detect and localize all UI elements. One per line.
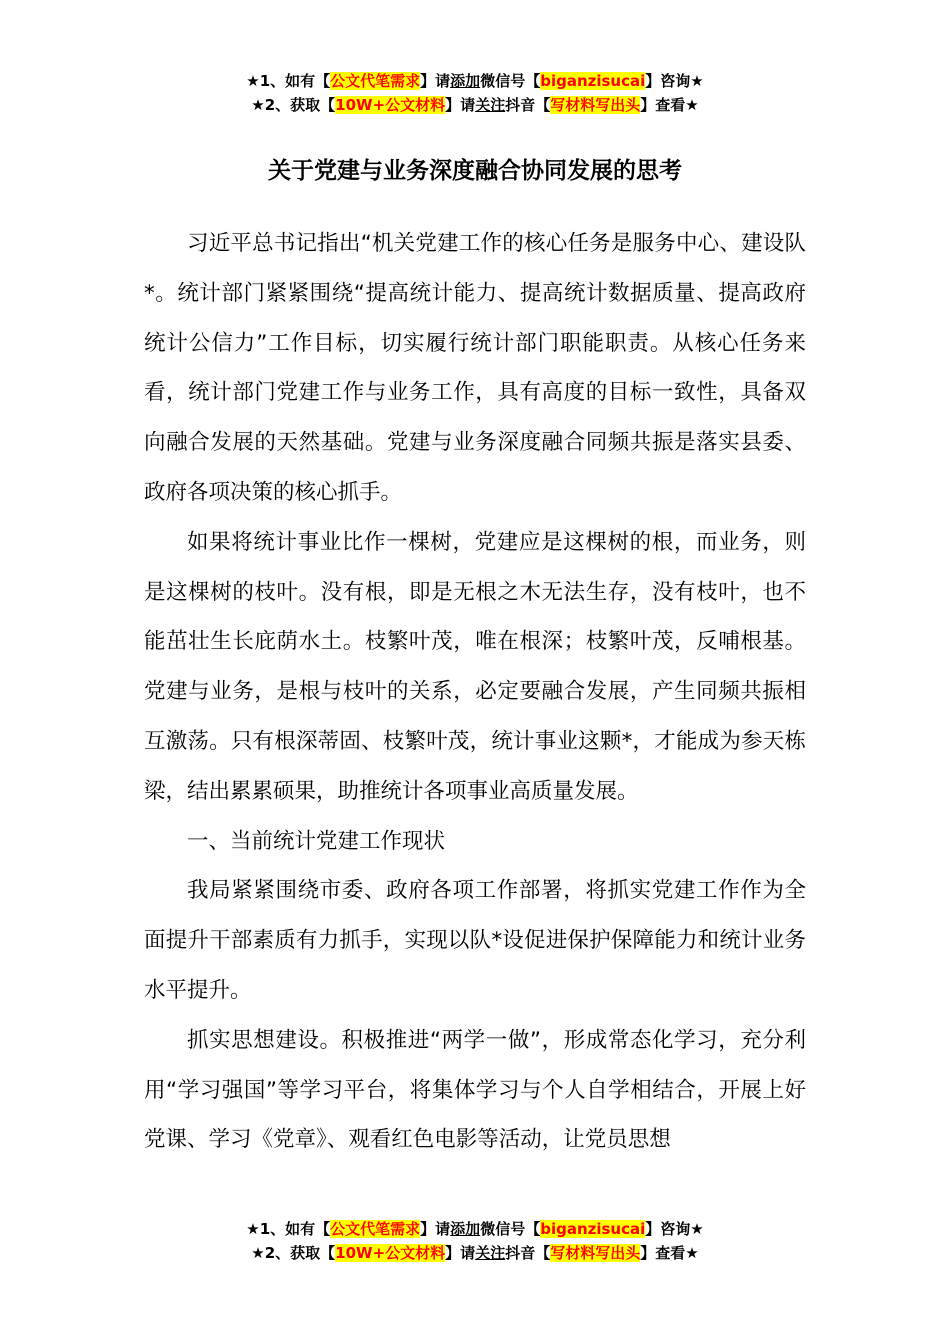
star-icon: ★ xyxy=(690,72,704,90)
body-paragraph: 我局紧紧围绕市委、政府各项工作部署，将抓实党建工作作为全面提升干部素质有力抓手，实现以队*设促进保护保障能力和统计业务水平提升。 xyxy=(144,878,806,1003)
banner-text: 】请 xyxy=(420,1220,451,1238)
banner-text: 微信号【 xyxy=(480,1220,541,1238)
footer-banner xyxy=(0,1217,950,1265)
banner-text: 抖音【 xyxy=(505,1244,551,1262)
banner-underline: 添加 xyxy=(450,72,481,90)
star-icon: ★ xyxy=(685,1244,699,1262)
banner-text: 】查看 xyxy=(640,96,686,114)
body-paragraph: 抓实思想建设。积极推进“两学一做”，形成常态化学习，充分利用“学习强国”等学习平台，将集体学习与个人自学相结合，开展上好党课、学习《党章》、观看红色电影等活动，让党员思想 xyxy=(144,1027,806,1153)
banner-text: 】请 xyxy=(445,96,476,114)
star-icon: ★ xyxy=(246,72,260,90)
section-heading: 一、当前统计党建工作现状 xyxy=(187,828,446,854)
header-banner xyxy=(0,69,950,117)
banner-text: 1、如有【 xyxy=(259,1220,331,1238)
star-icon: ★ xyxy=(685,96,699,114)
banner-line-2 xyxy=(0,93,950,117)
banner-highlight: 公文代笔需求 xyxy=(330,72,421,90)
banner-text: 】查看 xyxy=(640,1244,686,1262)
banner-text: 抖音【 xyxy=(505,96,551,114)
star-icon: ★ xyxy=(246,1220,260,1238)
banner-highlight: 公文代笔需求 xyxy=(330,1220,421,1238)
banner-text: 】请 xyxy=(445,1244,476,1262)
document-body xyxy=(144,219,806,1165)
banner-underline: 添加 xyxy=(450,1220,481,1238)
banner-line-1 xyxy=(0,69,950,93)
banner-text: 】请 xyxy=(420,72,451,90)
body-paragraph: 如果将统计事业比作一棵树，党建应是这棵树的根，而业务，则是这棵树的枝叶。没有根，即是无根之木无法生存，没有枝叶，也不能茁壮生长庇荫水土。枝繁叶茂，唯在根深；枝繁叶茂，反哺根基。党建与业务，是根与枝叶的关系，必定要融合发展，产生同频共振相互激荡。只有根深蒂固、枝繁叶茂，统计事业这颗*，才能成为参天栋梁，结出累累硕果，助推统计各项事业高质量发展。 xyxy=(144,529,806,804)
banner-line-1 xyxy=(0,1217,950,1241)
banner-highlight: 10W+公文材料 xyxy=(335,96,446,114)
banner-text: 】咨询 xyxy=(645,72,691,90)
banner-underline: 关注 xyxy=(475,96,506,114)
banner-highlight: biganzisucai xyxy=(540,1220,646,1238)
banner-highlight: biganzisucai xyxy=(540,72,646,90)
banner-text: 2、获取【 xyxy=(264,1244,336,1262)
banner-text: 】咨询 xyxy=(645,1220,691,1238)
banner-line-2 xyxy=(0,1241,950,1265)
banner-text: 1、如有【 xyxy=(259,72,331,90)
banner-highlight: 写材料写出头 xyxy=(550,1244,641,1262)
star-icon: ★ xyxy=(251,96,265,114)
star-icon: ★ xyxy=(690,1220,704,1238)
banner-highlight: 10W+公文材料 xyxy=(335,1244,446,1262)
document-title: 关于党建与业务深度融合协同发展的思考 xyxy=(268,158,682,184)
banner-underline: 关注 xyxy=(475,1244,506,1262)
body-paragraph: 习近平总书记指出“机关党建工作的核心任务是服务中心、建设队*。统计部门紧紧围绕“提高统计能力、提高统计数据质量、提高政府统计公信力”工作目标，切实履行统计部门职能职责。从核心任务来看，统计部门党建工作与业务工作，具有高度的目标一致性，具备双向融合发展的天然基础。党建与业务深度融合同频共振是落实县委、政府各项决策的核心抓手。 xyxy=(144,231,806,505)
banner-text: 微信号【 xyxy=(480,72,541,90)
banner-highlight: 写材料写出头 xyxy=(550,96,641,114)
star-icon: ★ xyxy=(251,1244,265,1262)
banner-text: 2、获取【 xyxy=(264,96,336,114)
